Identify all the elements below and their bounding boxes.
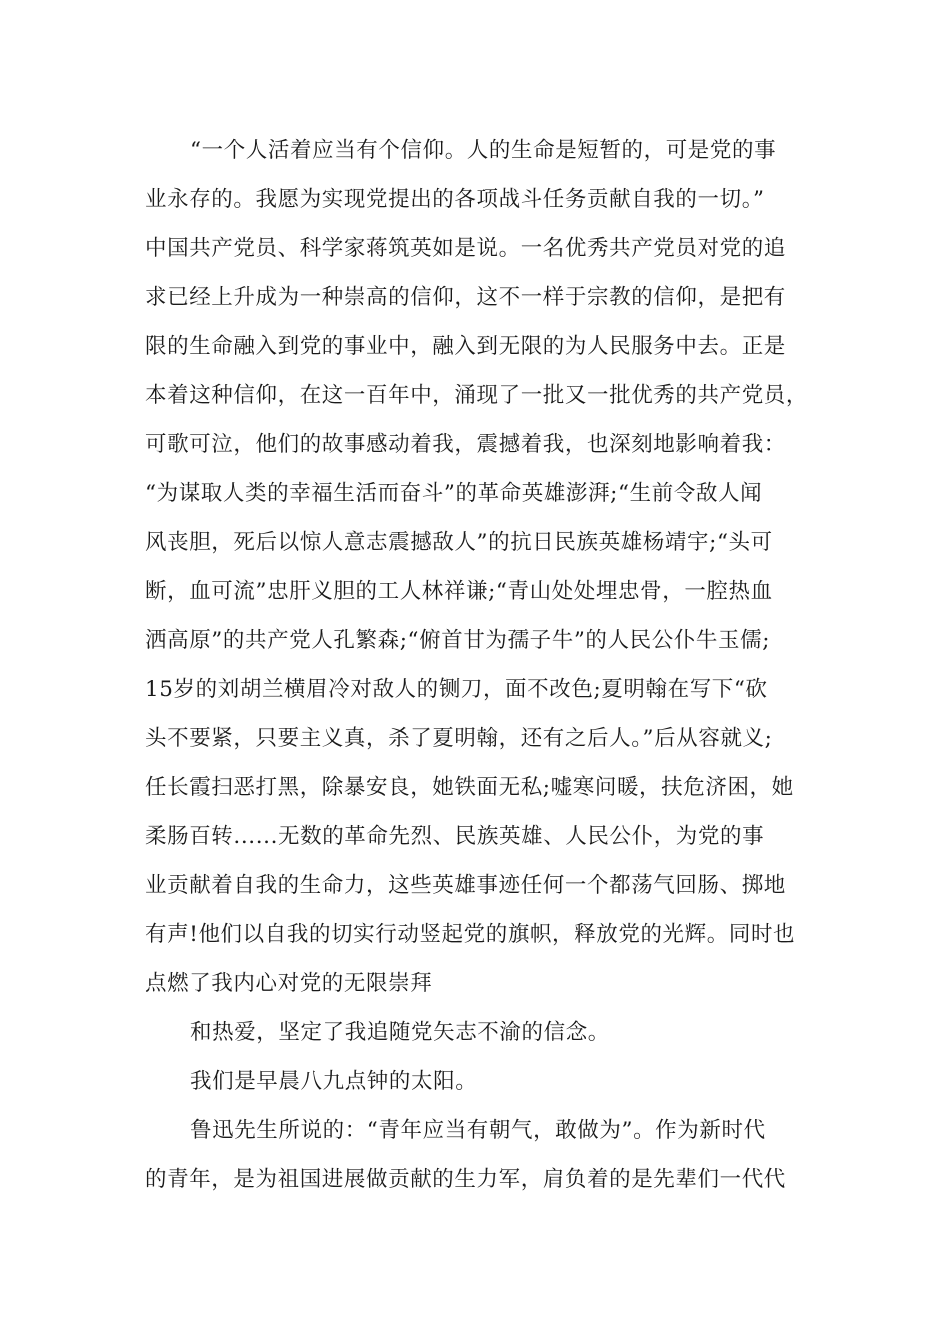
text-line-1: “一个人活着应当有个信仰。人的生命是短暂的，可是党的事 bbox=[190, 138, 777, 163]
text-line-16: 业贡献着自我的生命力，这些英雄事迹任何一个都荡气回肠、掷地 bbox=[145, 873, 786, 898]
text-line-5: 限的生命融入到党的事业中，融入到无限的为人民服务中去。正是 bbox=[145, 334, 786, 359]
text-line-8: “为谋取人类的幸福生活而奋斗”的革命英雄澎湃;“生前令敌人闻 bbox=[145, 481, 763, 506]
text-line-18: 点燃了我内心对党的无限崇拜 bbox=[145, 971, 433, 996]
text-line-4: 求已经上升成为一种崇高的信仰，这不一样于宗教的信仰，是把有 bbox=[145, 285, 786, 310]
text-line-7: 可歌可泣，他们的故事感动着我，震撼着我，也深刻地影响着我： bbox=[145, 432, 786, 457]
text-line-15: 柔肠百转......无数的革命先烈、民族英雄、人民公仆，为党的事 bbox=[145, 824, 765, 849]
text-line-2: 业永存的。我愿为实现党提出的各项战斗任务贡献自我的一切。” bbox=[145, 187, 765, 212]
text-line-9: 风丧胆，死后以惊人意志震撼敌人”的抗日民族英雄杨靖宇;“头可 bbox=[145, 530, 773, 555]
text-line-20: 我们是早晨八九点钟的太阳。 bbox=[190, 1069, 478, 1094]
text-line-19: 和热爱，坚定了我追随党矢志不渝的信念。 bbox=[190, 1020, 610, 1045]
text-line-12: 15岁的刘胡兰横眉冷对敌人的铡刀，面不改色;夏明翰在写下“砍 bbox=[145, 677, 768, 702]
text-line-17: 有声!他们以自我的切实行动竖起党的旗帜，释放党的光辉。同时也 bbox=[145, 922, 796, 947]
text-line-13: 头不要紧，只要主义真，杀了夏明翰，还有之后人。”后从容就义; bbox=[145, 726, 773, 751]
text-line-3: 中国共产党员、科学家蒋筑英如是说。一名优秀共产党员对党的追 bbox=[145, 236, 786, 261]
text-line-11: 洒高原”的共产党人孔繁森;“俯首甘为孺子牛”的人民公仆牛玉儒; bbox=[145, 628, 771, 653]
text-line-10: 断，血可流”忠肝义胆的工人林祥谦;“青山处处埋忠骨，一腔热血 bbox=[145, 579, 773, 604]
text-line-22: 的青年，是为祖国进展做贡献的生力军，肩负着的是先辈们一代代 bbox=[145, 1167, 786, 1192]
text-line-21: 鲁迅先生所说的：“青年应当有朝气，敢做为”。作为新时代 bbox=[190, 1118, 766, 1143]
text-line-14: 任长霞扫恶打黑，除暴安良，她铁面无私;嘘寒问暖，扶危济困，她 bbox=[145, 775, 794, 800]
text-line-6: 本着这种信仰，在这一百年中，涌现了一批又一批优秀的共产党员， bbox=[145, 383, 809, 408]
